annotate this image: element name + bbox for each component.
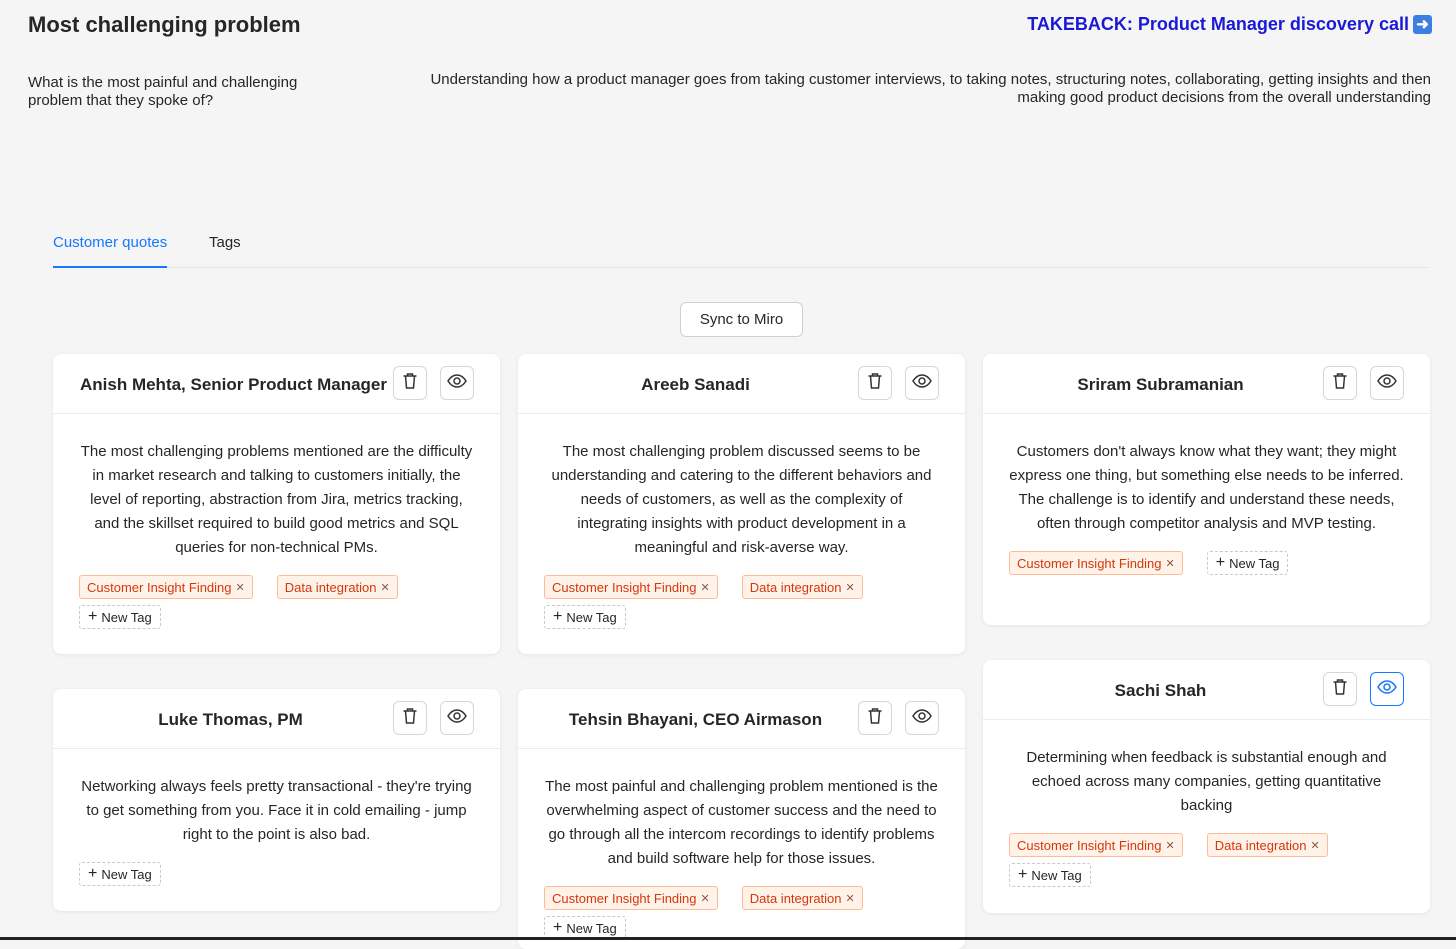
card-header	[518, 354, 965, 414]
card-header	[983, 660, 1430, 720]
tag-label: Data integration	[1214, 837, 1307, 853]
quote-text: The most challenging problems mentioned are the difficulty in market research and talking to customers initially, the level of reporting, abstraction from Jira, metrics tracking, and the skillset required to build good metrics and SQL queries for non-technical PMs.	[80, 443, 473, 556]
view-button[interactable]	[1370, 366, 1404, 400]
card-header	[53, 689, 500, 749]
takeback-link[interactable]	[1027, 14, 1432, 35]
close-icon[interactable]: ✕	[700, 581, 710, 594]
card-header	[53, 354, 500, 414]
new-tag-button[interactable]	[79, 605, 161, 629]
delete-button[interactable]	[1323, 366, 1357, 400]
new-tag-button[interactable]	[1207, 551, 1289, 575]
tag-chip	[544, 886, 718, 910]
new-tag-button[interactable]	[79, 862, 161, 886]
view-button[interactable]	[905, 366, 939, 400]
tag-chip	[1009, 833, 1183, 857]
takeback-link-label: TAKEBACK: Product Manager discovery call	[1027, 14, 1409, 34]
eye-icon	[447, 709, 467, 728]
close-icon[interactable]: ✕	[700, 892, 710, 905]
tag-list	[1009, 833, 1404, 887]
view-button[interactable]	[440, 701, 474, 735]
trash-icon	[1332, 372, 1348, 395]
tab-customer-quotes[interactable]: Customer quotes	[53, 234, 168, 251]
plus-icon: +	[1215, 554, 1226, 571]
plus-icon: +	[553, 919, 563, 936]
delete-button[interactable]	[393, 366, 427, 400]
tag-list	[544, 575, 939, 629]
eye-icon	[912, 374, 932, 393]
tag-label: Data integration	[284, 579, 377, 595]
eye-icon	[912, 709, 932, 728]
view-button[interactable]	[905, 701, 939, 735]
card-body	[518, 749, 965, 940]
tag-label: Customer Insight Finding	[87, 579, 232, 595]
trash-icon	[1332, 678, 1348, 701]
quote-card	[518, 689, 965, 949]
question-text: What is the most painful and challenging problem that they spoke of?	[28, 74, 298, 109]
tag-chip	[742, 575, 863, 599]
new-tag-label: New Tag	[566, 609, 617, 625]
tag-label: Customer Insight Finding	[1017, 555, 1162, 571]
card-person-name: Sriram Subramanian	[1077, 375, 1244, 394]
card-body	[983, 414, 1430, 575]
tag-label: Data integration	[749, 890, 842, 906]
plus-icon: +	[88, 865, 98, 882]
new-tag-label: New Tag	[1031, 867, 1082, 883]
quote-card	[983, 660, 1430, 913]
quote-card	[518, 354, 965, 654]
quote-card	[983, 354, 1430, 625]
answer-text: Understanding how a product manager goes from taking customer interviews, to taking notes, structuring notes, collaborating, getting insights and then making good product decisions from the overall understanding	[430, 71, 1431, 106]
new-tag-label: New Tag	[101, 609, 152, 625]
new-tag-label: New Tag	[1229, 555, 1280, 571]
tag-chip	[79, 575, 253, 599]
view-button[interactable]	[440, 366, 474, 400]
quote-card	[53, 354, 500, 654]
tag-list	[79, 575, 474, 629]
delete-button[interactable]	[858, 366, 892, 400]
tag-label: Customer Insight Finding	[552, 890, 697, 906]
trash-icon	[402, 707, 418, 730]
page-title: Most challenging problem	[28, 12, 301, 37]
quote-text: Determining when feedback is substantial enough and echoed across many companies, getting quantitative backing	[1026, 749, 1387, 814]
card-header	[518, 689, 965, 749]
new-tag-label: New Tag	[566, 920, 617, 936]
card-person-name: Tehsin Bhayani, CEO Airmason	[568, 710, 823, 729]
close-icon[interactable]: ✕	[845, 581, 855, 594]
new-tag-button[interactable]	[1009, 863, 1091, 887]
quote-text: Customers don't always know what they want; they might express one thing, but something else needs to be inferred. The challenge is to identify and understand these needs, often through competitor analysis and MVP testing.	[1009, 443, 1404, 532]
right-arrow-icon: ➜	[1413, 15, 1432, 34]
card-body	[53, 749, 500, 886]
trash-icon	[402, 372, 418, 395]
card-body	[983, 720, 1430, 887]
delete-button[interactable]	[1323, 672, 1357, 706]
eye-icon	[1377, 374, 1397, 393]
tag-chip	[1207, 833, 1328, 857]
delete-button[interactable]	[858, 701, 892, 735]
tag-list	[544, 886, 939, 940]
close-icon[interactable]: ✕	[235, 581, 245, 594]
delete-button[interactable]	[393, 701, 427, 735]
tag-label: Data integration	[749, 579, 842, 595]
tag-label: Customer Insight Finding	[552, 579, 697, 595]
close-icon[interactable]: ✕	[1165, 839, 1175, 852]
card-person-name: Luke Thomas, PM	[158, 710, 303, 729]
card-body	[53, 414, 500, 629]
card-header	[983, 354, 1430, 414]
tag-list	[79, 862, 474, 886]
trash-icon	[867, 707, 883, 730]
tag-chip	[277, 575, 398, 599]
card-person-name: Anish Mehta, Senior Product Manager	[80, 375, 387, 394]
quote-text: Networking always feels pretty transactional - they're trying to get something from you. Face it in cold emailing - jump right to the point is also bad.	[81, 778, 472, 843]
tag-chip	[742, 886, 863, 910]
eye-icon	[447, 374, 467, 393]
sync-to-miro-button[interactable]: Sync to Miro	[680, 302, 803, 337]
plus-icon: +	[1018, 866, 1028, 883]
new-tag-button[interactable]	[544, 605, 626, 629]
tag-list	[1009, 551, 1404, 575]
new-tag-label: New Tag	[101, 866, 152, 882]
close-icon[interactable]: ✕	[845, 892, 855, 905]
quote-text: The most challenging problem discussed seems to be understanding and catering to the different behaviors and needs of customers, as well as the complexity of integrating insights with product development in a meaningful and risk-averse way.	[551, 443, 932, 556]
quote-card	[53, 689, 500, 911]
plus-icon: +	[553, 608, 563, 625]
tab-tags[interactable]: Tags	[209, 234, 241, 251]
trash-icon	[867, 372, 883, 395]
view-button[interactable]	[1370, 672, 1404, 706]
quote-text: The most painful and challenging problem mentioned is the overwhelming aspect of customer success and the need to go through all the intercom recordings to identify problems and build software help for those issues.	[545, 778, 938, 867]
tag-chip	[544, 575, 718, 599]
eye-icon	[1377, 680, 1397, 699]
close-icon[interactable]: ✕	[380, 581, 390, 594]
tab-bar	[53, 222, 1429, 268]
card-person-name: Areeb Sanadi	[641, 375, 750, 394]
tag-label: Customer Insight Finding	[1017, 837, 1162, 853]
plus-icon: +	[88, 608, 98, 625]
card-body	[518, 414, 965, 629]
tag-chip	[1009, 551, 1183, 575]
close-icon[interactable]: ✕	[1165, 557, 1175, 570]
close-icon[interactable]: ✕	[1310, 839, 1320, 852]
card-person-name: Sachi Shah	[1114, 681, 1207, 700]
